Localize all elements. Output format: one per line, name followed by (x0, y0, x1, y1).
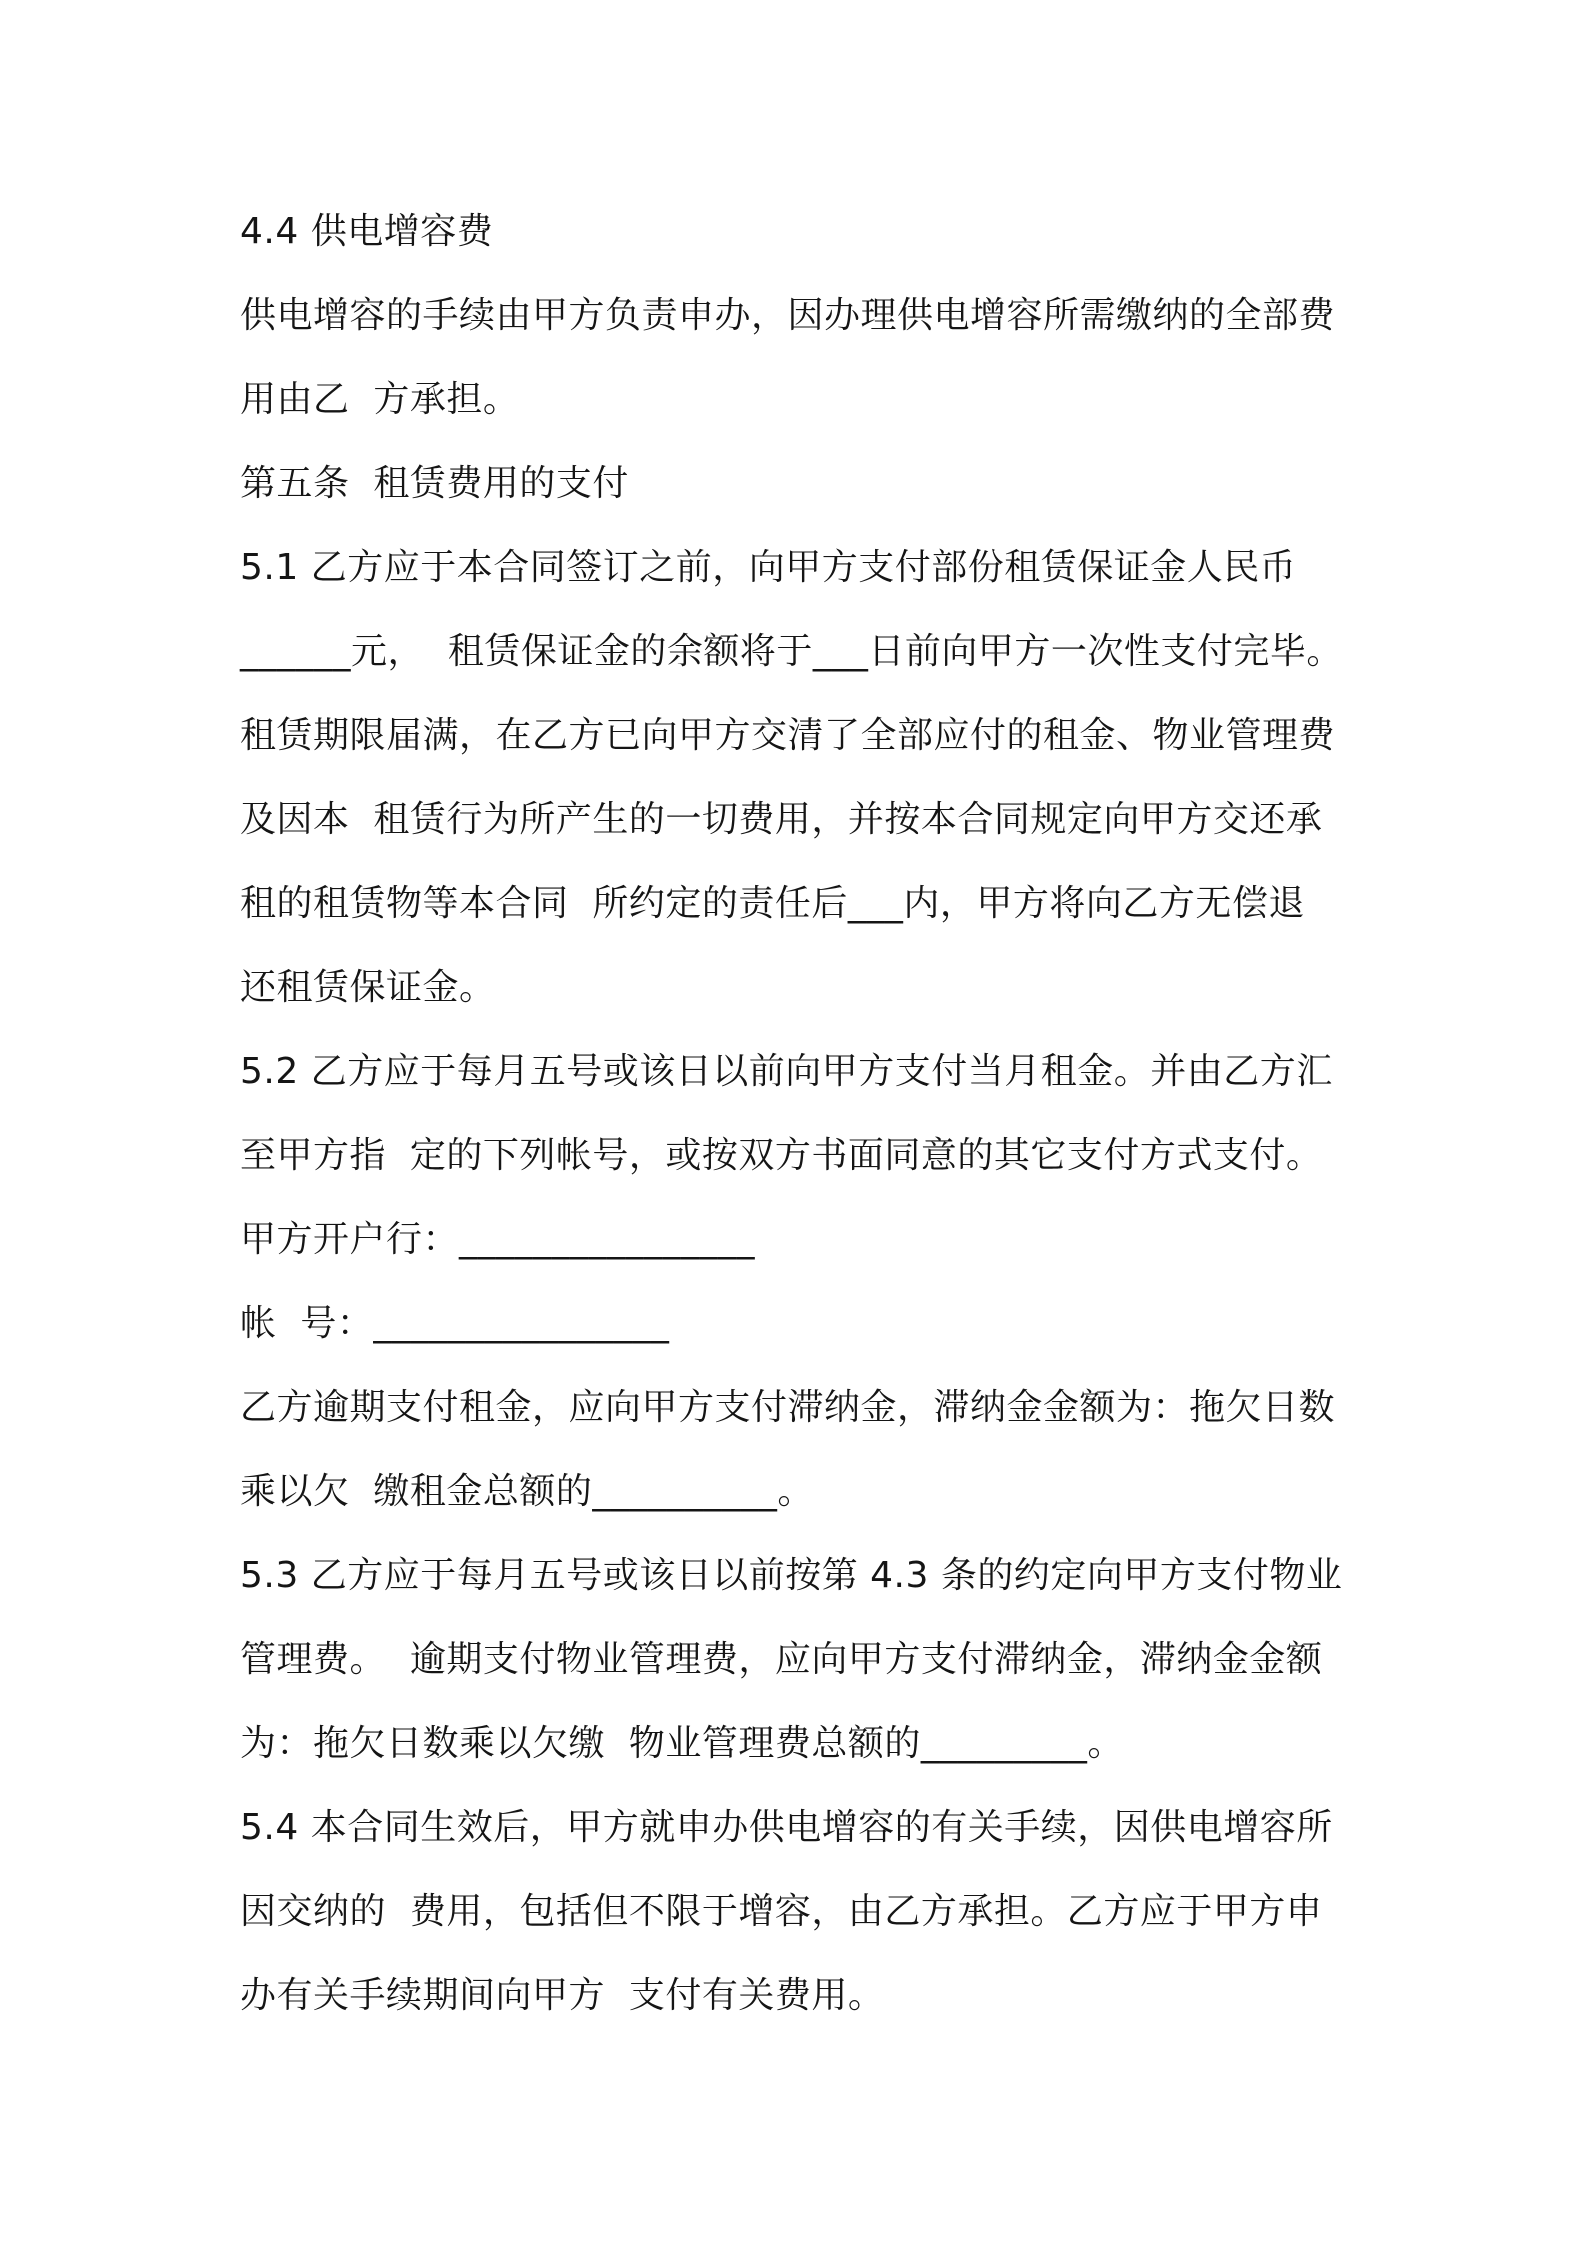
clause-5-4-line: 办有关手续期间向甲方 支付有关费用。 (240, 1975, 885, 2016)
clause-5-4-line: 因交纳的 费用，包括但不限于增容，由乙方承担。乙方应于甲方申 (240, 1891, 1323, 1932)
late-fee-line: 乘以欠 缴租金总额的__________。 (240, 1471, 814, 1512)
clause-5-3-line: 5.3 乙方应于每月五号或该日以前按第 4.3 条的约定向甲方支付物业 (240, 1555, 1343, 1596)
clause-5-1-line: 还租赁保证金。 (240, 967, 496, 1008)
clause-5-3-line: 管理费。 逾期支付物业管理费，应向甲方支付滞纳金，滞纳金金额 (240, 1639, 1323, 1680)
clause-5-1-line: 5.1 乙方应于本合同签订之前，向甲方支付部份租赁保证金人民币 (240, 547, 1297, 588)
clause-5-2-line: 5.2 乙方应于每月五号或该日以前向甲方支付当月租金。并由乙方汇 (240, 1051, 1333, 1092)
account-field-line: 帐 号：________________ (240, 1303, 670, 1344)
section-heading-4-4: 4.4 供电增容费 (240, 211, 494, 252)
clause-5-1-line: 租的租赁物等本合同 所约定的责任后___内，甲方将向乙方无偿退 (240, 883, 1305, 924)
bank-field-line: 甲方开户行：________________ (240, 1219, 756, 1260)
paragraph-line: 供电增容的手续由甲方负责申办，因办理供电增容所需缴纳的全部费 (240, 295, 1336, 336)
clause-5-4-line: 5.4 本合同生效后，甲方就申办供电增容的有关手续，因供电增容所 (240, 1807, 1333, 1848)
paragraph-line: 用由乙 方承担。 (240, 379, 520, 420)
clause-5-1-line: 及因本 租赁行为所产生的一切费用，并按本合同规定向甲方交还承 (240, 799, 1323, 840)
clause-5-3-line: 为：拖欠日数乘以欠缴 物业管理费总额的_________。 (240, 1723, 1124, 1764)
clause-5-1-line: ______元， 租赁保证金的余额将于___日前向甲方一次性支付完毕。 (240, 631, 1343, 672)
clause-5-1-line: 租赁期限届满，在乙方已向甲方交清了全部应付的租金、物业管理费 (240, 715, 1336, 756)
clause-5-2-line: 至甲方指 定的下列帐号，或按双方书面同意的其它支付方式支付。 (240, 1135, 1323, 1176)
late-fee-line: 乙方逾期支付租金，应向甲方支付滞纳金，滞纳金金额为：拖欠日数 (240, 1387, 1336, 1428)
article-heading-5: 第五条 租赁费用的支付 (240, 463, 629, 504)
